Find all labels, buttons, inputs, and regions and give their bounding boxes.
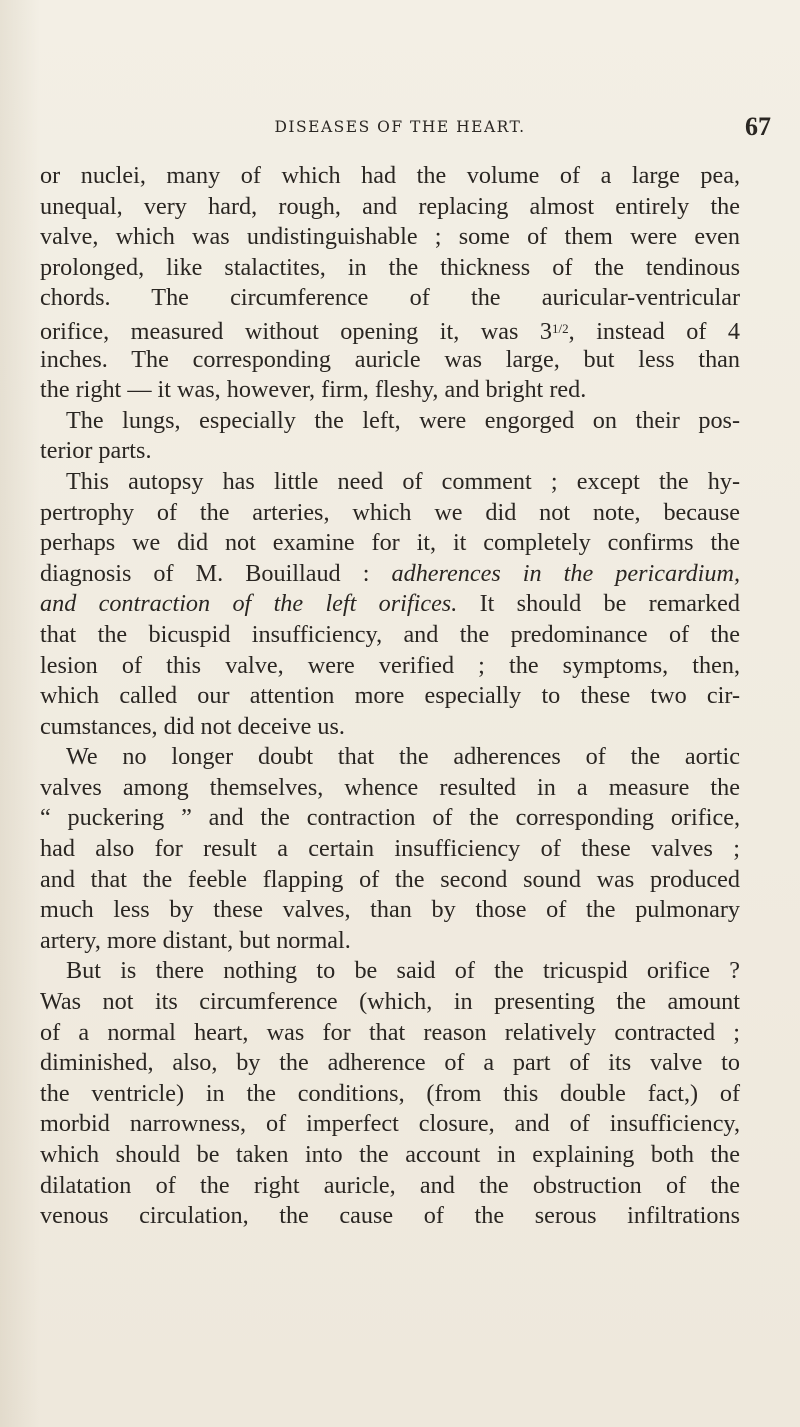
text-span: and contraction of the left orifices. <box>40 590 458 618</box>
body-text <box>40 161 740 1232</box>
text-line <box>40 161 740 192</box>
text-line <box>40 345 740 376</box>
text-line <box>40 681 740 712</box>
text-span: morbid narrowness, of imperfect closure, and of insufficiency, <box>40 1110 740 1138</box>
text-span: 1/2 <box>552 320 569 336</box>
text-span: It should be remarked <box>457 590 740 618</box>
text-span: inches. The corresponding auricle was large, but less than <box>40 345 740 373</box>
text-span: diagnosis of M. Bouillaud : <box>40 559 392 587</box>
text-span: We no longer doubt that the adherences of the aortic <box>66 743 740 771</box>
text-span: pertrophy of the arteries, which we did not note, because <box>40 498 740 526</box>
text-line <box>40 987 740 1018</box>
text-line <box>40 712 740 743</box>
text-span: the right — it was, however, firm, fleshy, and bright red. <box>40 376 587 404</box>
text-line <box>40 926 740 957</box>
text-line <box>40 620 740 651</box>
text-span: the ventricle) in the conditions, (from this double fact,) of <box>40 1079 740 1107</box>
text-span: orifice, measured without opening it, was 3 <box>40 317 552 345</box>
text-span: Was not its circumference (which, in presenting the amount <box>40 988 740 1016</box>
running-head: DISEASES OF THE HEART. <box>274 118 526 136</box>
text-line <box>40 1109 740 1140</box>
text-span: perhaps we did not examine for it, it completely confirms the <box>40 529 740 557</box>
text-span: lesion of this valve, were verified ; the symptoms, then, <box>40 651 740 679</box>
text-line <box>40 467 740 498</box>
text-line <box>40 498 740 529</box>
text-line <box>40 436 740 467</box>
text-span: valves among themselves, whence resulted in a measure the <box>40 773 740 801</box>
text-line <box>40 589 740 620</box>
text-line <box>40 865 740 896</box>
text-span: adherences in the pericardium, <box>391 559 741 587</box>
text-span: dilatation of the right auricle, and the obstruction of the <box>40 1171 740 1199</box>
text-line <box>40 651 740 682</box>
text-span: , instead of 4 <box>568 317 740 345</box>
text-line <box>40 192 740 223</box>
text-line <box>40 1171 740 1202</box>
text-span: much less by these valves, than by those of the pulmonary <box>40 896 740 924</box>
text-span: and that the feeble flapping of the second sound was produced <box>40 865 740 893</box>
page-header <box>0 112 800 150</box>
text-span: artery, more distant, but normal. <box>40 926 351 954</box>
text-span: unequal, very hard, rough, and replacing almost entirely the <box>40 192 740 220</box>
text-span: that the bicuspid insufficiency, and the predominance of the <box>40 620 740 648</box>
text-line <box>40 314 740 345</box>
text-line <box>40 406 740 437</box>
text-span: terior parts. <box>40 437 152 465</box>
text-span: venous circulation, the cause of the serous infiltrations <box>40 1202 740 1230</box>
text-line <box>40 1018 740 1049</box>
text-span: But is there nothing to be said of the tricuspid orifice ? <box>66 957 740 985</box>
text-span: “ puckering ” and the contraction of the corresponding orifice, <box>40 804 740 832</box>
text-line <box>40 956 740 987</box>
text-span: or nuclei, many of which had the volume of a large pea, <box>40 162 740 189</box>
text-span: diminished, also, by the adherence of a part of its valve to <box>40 1049 740 1077</box>
text-span: prolonged, like stalactites, in the thickness of the tendinous <box>40 253 740 281</box>
text-line <box>40 222 740 253</box>
text-line <box>40 895 740 926</box>
text-line <box>40 742 740 773</box>
text-line <box>40 834 740 865</box>
text-span: which called our attention more especially to these two cir- <box>40 682 740 710</box>
text-line <box>40 1201 740 1232</box>
text-span: had also for result a certain insufficiency of these valves ; <box>40 835 740 863</box>
page-number: 67 <box>745 112 771 141</box>
text-line <box>40 773 740 804</box>
text-span: The lungs, especially the left, were engorged on their pos- <box>66 406 740 434</box>
text-line <box>40 528 740 559</box>
text-line <box>40 803 740 834</box>
text-span: valve, which was undistinguishable ; some of them were even <box>40 223 740 251</box>
text-span: This autopsy has little need of comment ; except the hy- <box>66 467 740 495</box>
text-line <box>40 283 740 314</box>
text-line <box>40 375 740 406</box>
text-line <box>40 1079 740 1110</box>
text-line <box>40 559 740 590</box>
text-line <box>40 253 740 284</box>
text-span: which should be taken into the account in explaining both the <box>40 1141 740 1168</box>
text-line <box>40 1048 740 1079</box>
text-span: of a normal heart, was for that reason relatively contracted ; <box>40 1018 740 1046</box>
text-line <box>40 1140 740 1171</box>
text-span: chords. The circumference of the auricular-ventricular <box>40 284 740 312</box>
text-span: cumstances, did not deceive us. <box>40 712 345 740</box>
